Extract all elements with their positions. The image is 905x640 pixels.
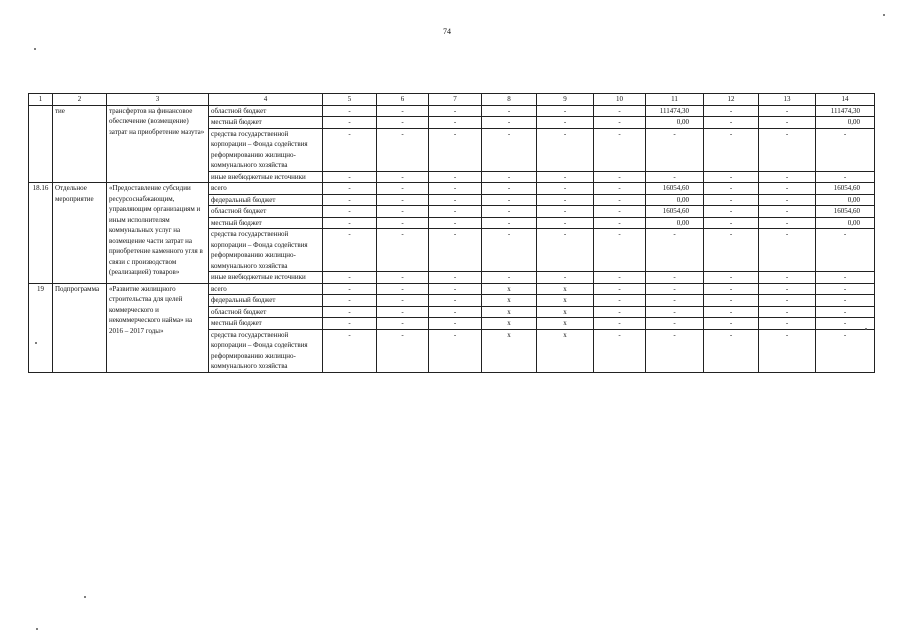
value-cell: х [482, 329, 537, 372]
header-row [29, 94, 875, 106]
budget-table [28, 93, 875, 373]
value-cell: - [704, 283, 759, 295]
value-cell: х [537, 329, 594, 372]
value-cell: - [377, 295, 429, 307]
value-cell: - [377, 318, 429, 330]
value-cell: - [816, 229, 875, 272]
value-cell: 0,00 [816, 217, 875, 229]
value-cell: - [482, 206, 537, 218]
value-cell: - [704, 329, 759, 372]
funding-source-cell: областной бюджет [209, 306, 323, 318]
value-cell: - [482, 217, 537, 229]
value-cell: - [704, 105, 759, 117]
value-cell: х [537, 295, 594, 307]
block-id-cell [29, 105, 53, 183]
scan-speck [34, 48, 36, 50]
value-cell: - [377, 206, 429, 218]
value-cell: - [594, 318, 646, 330]
value-cell: - [646, 283, 704, 295]
value-cell: - [646, 295, 704, 307]
header-cell: 3 [107, 94, 209, 106]
header-cell: 8 [482, 94, 537, 106]
table-row [29, 283, 875, 295]
value-cell: - [429, 329, 482, 372]
value-cell: - [377, 171, 429, 183]
value-cell: - [594, 194, 646, 206]
value-cell: - [759, 306, 816, 318]
funding-source-cell: федеральный бюджет [209, 295, 323, 307]
value-cell: - [323, 171, 377, 183]
value-cell: - [377, 329, 429, 372]
value-cell: х [537, 283, 594, 295]
value-cell: - [377, 217, 429, 229]
value-cell: - [482, 171, 537, 183]
value-cell: - [704, 306, 759, 318]
value-cell: - [537, 217, 594, 229]
header-cell: 2 [53, 94, 107, 106]
value-cell: - [816, 128, 875, 171]
value-cell: - [377, 183, 429, 195]
value-cell: - [377, 117, 429, 129]
funding-source-cell: местный бюджет [209, 318, 323, 330]
value-cell: - [759, 272, 816, 284]
funding-source-cell: иные внебюджетные источники [209, 171, 323, 183]
value-cell: - [429, 283, 482, 295]
block-type-cell: тие [53, 105, 107, 183]
value-cell: - [429, 194, 482, 206]
header-cell: 14 [816, 94, 875, 106]
value-cell: - [429, 272, 482, 284]
value-cell: - [704, 217, 759, 229]
value-cell: - [537, 171, 594, 183]
block-name-cell: трансфертов на финансовое обеспечение (возмещение) затрат на приобретение мазута» [107, 105, 209, 183]
value-cell: - [482, 194, 537, 206]
value-cell: х [482, 306, 537, 318]
value-cell: - [594, 128, 646, 171]
value-cell: - [594, 183, 646, 195]
value-cell: - [377, 306, 429, 318]
value-cell: - [537, 105, 594, 117]
value-cell: - [594, 117, 646, 129]
value-cell: - [816, 283, 875, 295]
funding-source-cell: всего [209, 283, 323, 295]
scan-speck [883, 14, 885, 16]
value-cell: - [377, 272, 429, 284]
value-cell: - [704, 295, 759, 307]
value-cell: 0,00 [646, 194, 704, 206]
value-cell: - [594, 283, 646, 295]
value-cell: - [482, 229, 537, 272]
header-cell: 10 [594, 94, 646, 106]
value-cell: 16054,60 [816, 183, 875, 195]
value-cell: - [429, 183, 482, 195]
value-cell: - [646, 171, 704, 183]
value-cell: - [759, 329, 816, 372]
value-cell: - [323, 217, 377, 229]
value-cell: - [816, 329, 875, 372]
header-cell: 4 [209, 94, 323, 106]
value-cell: - [759, 105, 816, 117]
value-cell: - [323, 229, 377, 272]
funding-source-cell: средства государственной корпорации – Фонда содействия реформированию жилищно-коммунального хозяйства [209, 329, 323, 372]
funding-source-cell: иные внебюджетные источники [209, 272, 323, 284]
value-cell: - [323, 306, 377, 318]
value-cell: - [594, 105, 646, 117]
value-cell: - [537, 183, 594, 195]
value-cell: - [429, 206, 482, 218]
header-cell: 1 [29, 94, 53, 106]
value-cell: 0,00 [816, 117, 875, 129]
table-row [29, 105, 875, 117]
value-cell: х [537, 318, 594, 330]
value-cell: - [704, 272, 759, 284]
funding-source-cell: средства государственной корпорации – Фонда содействия реформированию жилищно-коммунального хозяйства [209, 128, 323, 171]
value-cell: - [759, 194, 816, 206]
value-cell: - [323, 183, 377, 195]
value-cell: - [594, 272, 646, 284]
value-cell: - [646, 272, 704, 284]
value-cell: - [323, 206, 377, 218]
value-cell: - [759, 295, 816, 307]
value-cell: - [482, 105, 537, 117]
value-cell: - [323, 105, 377, 117]
value-cell: - [323, 329, 377, 372]
value-cell: - [323, 295, 377, 307]
scan-speck [35, 342, 37, 344]
value-cell: х [537, 306, 594, 318]
value-cell: - [759, 171, 816, 183]
funding-source-cell: средства государственной корпорации – Фонда содействия реформированию жилищно-коммунального хозяйства [209, 229, 323, 272]
value-cell: - [759, 217, 816, 229]
value-cell: - [594, 217, 646, 229]
value-cell: - [594, 229, 646, 272]
value-cell: - [594, 206, 646, 218]
value-cell: - [429, 295, 482, 307]
value-cell: - [323, 194, 377, 206]
value-cell: - [704, 128, 759, 171]
value-cell: - [429, 117, 482, 129]
value-cell: - [816, 295, 875, 307]
block-id-cell: 19 [29, 283, 53, 372]
header-cell: 9 [537, 94, 594, 106]
value-cell: - [537, 229, 594, 272]
value-cell: - [429, 318, 482, 330]
value-cell: - [759, 128, 816, 171]
value-cell: - [646, 306, 704, 318]
table-body [29, 94, 875, 373]
value-cell: - [704, 194, 759, 206]
value-cell: - [482, 128, 537, 171]
value-cell: х [482, 318, 537, 330]
value-cell: - [594, 171, 646, 183]
value-cell: - [704, 117, 759, 129]
header-cell: 11 [646, 94, 704, 106]
value-cell: - [594, 295, 646, 307]
value-cell: 0,00 [646, 117, 704, 129]
funding-source-cell: федеральный бюджет [209, 194, 323, 206]
value-cell: - [377, 283, 429, 295]
funding-source-cell: местный бюджет [209, 117, 323, 129]
value-cell: - [594, 329, 646, 372]
value-cell: - [816, 306, 875, 318]
value-cell: 0,00 [816, 194, 875, 206]
value-cell: - [816, 171, 875, 183]
value-cell: - [759, 206, 816, 218]
value-cell: - [537, 272, 594, 284]
value-cell: - [646, 318, 704, 330]
value-cell: - [816, 318, 875, 330]
block-name-cell: «Предоставление субсидии ресурсоснабжающим, управляющим организациям и иным исполнителям коммунальных услуг на возмещение части затрат на приобретение каменного угля в связи с производством (реализацией) товаров» [107, 183, 209, 284]
value-cell: - [429, 229, 482, 272]
value-cell: - [323, 117, 377, 129]
value-cell: - [429, 171, 482, 183]
value-cell: - [759, 229, 816, 272]
header-cell: 12 [704, 94, 759, 106]
value-cell: - [482, 117, 537, 129]
value-cell: - [594, 306, 646, 318]
value-cell: - [646, 128, 704, 171]
block-type-cell: Отдельное мероприятие [53, 183, 107, 284]
page-number: 74 [443, 27, 451, 36]
value-cell: - [646, 229, 704, 272]
block-id-cell: 18.16 [29, 183, 53, 284]
scan-speck [865, 328, 867, 330]
value-cell: - [816, 272, 875, 284]
header-cell: 13 [759, 94, 816, 106]
value-cell: - [482, 272, 537, 284]
value-cell: - [429, 105, 482, 117]
value-cell: - [704, 318, 759, 330]
block-name-cell: «Развитие жилищного строительства для целей коммерческого и некоммерческого найма» на 2016 – 2017 годы» [107, 283, 209, 372]
value-cell: - [323, 283, 377, 295]
value-cell: - [429, 306, 482, 318]
funding-source-cell: областной бюджет [209, 105, 323, 117]
value-cell: - [759, 183, 816, 195]
value-cell: 16054,60 [646, 183, 704, 195]
value-cell: 0,00 [646, 217, 704, 229]
header-cell: 7 [429, 94, 482, 106]
value-cell: 111474,30 [816, 105, 875, 117]
header-cell: 6 [377, 94, 429, 106]
funding-source-cell: всего [209, 183, 323, 195]
value-cell: - [759, 117, 816, 129]
value-cell: 111474,30 [646, 105, 704, 117]
value-cell: - [704, 183, 759, 195]
value-cell: - [704, 229, 759, 272]
value-cell: - [323, 272, 377, 284]
value-cell: - [377, 194, 429, 206]
value-cell: - [759, 318, 816, 330]
value-cell: - [759, 283, 816, 295]
value-cell: х [482, 283, 537, 295]
value-cell: - [537, 128, 594, 171]
value-cell: х [482, 295, 537, 307]
value-cell: - [646, 329, 704, 372]
value-cell: - [482, 183, 537, 195]
value-cell: - [323, 318, 377, 330]
value-cell: - [704, 171, 759, 183]
value-cell: - [429, 217, 482, 229]
header-cell: 5 [323, 94, 377, 106]
scan-speck [84, 596, 86, 598]
scan-speck [36, 628, 38, 630]
value-cell: - [704, 206, 759, 218]
value-cell: - [377, 128, 429, 171]
budget-table-container [28, 93, 860, 373]
value-cell: - [377, 229, 429, 272]
value-cell: 16054,60 [646, 206, 704, 218]
funding-source-cell: местный бюджет [209, 217, 323, 229]
value-cell: - [537, 117, 594, 129]
block-type-cell: Подпрограмма [53, 283, 107, 372]
value-cell: - [429, 128, 482, 171]
value-cell: - [323, 128, 377, 171]
table-row [29, 183, 875, 195]
value-cell: - [377, 105, 429, 117]
value-cell: - [537, 206, 594, 218]
funding-source-cell: областной бюджет [209, 206, 323, 218]
value-cell: - [537, 194, 594, 206]
value-cell: 16054,60 [816, 206, 875, 218]
